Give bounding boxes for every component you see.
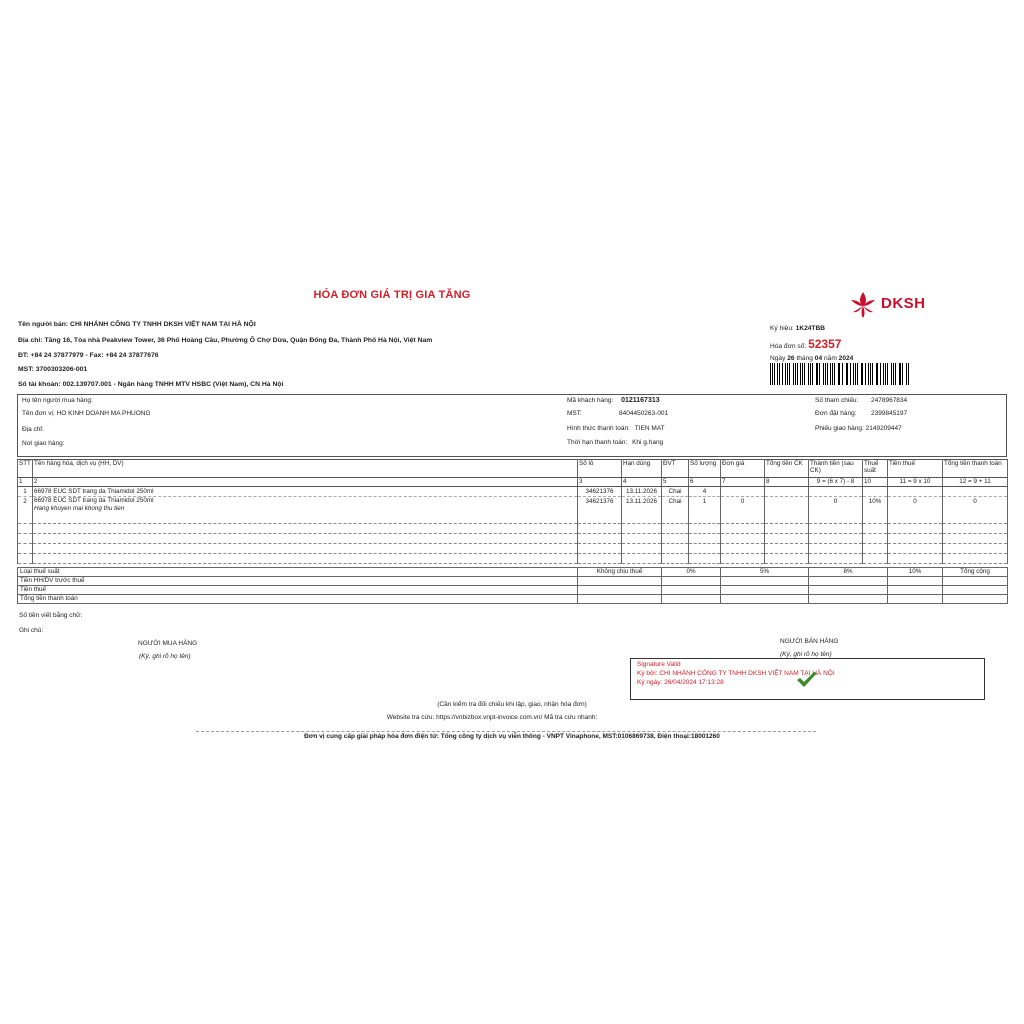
empty-cell: [689, 524, 721, 534]
row-total: 0: [943, 497, 1008, 515]
checkmark-icon: [796, 671, 818, 689]
empty-cell: [888, 534, 943, 544]
dksh-flower-icon: [848, 290, 878, 320]
index-cell: 10: [863, 478, 888, 487]
barcode-bar: [872, 363, 873, 385]
tax-row-type: [18, 568, 1008, 577]
tax-label: Tiền HH/DV trước thuế: [18, 577, 578, 586]
barcode-bar: [902, 363, 903, 385]
empty-cell: [888, 544, 943, 554]
tax-cell: [943, 577, 1008, 586]
empty-cell: [662, 544, 689, 554]
tax-cell: [888, 586, 943, 595]
index-cell: 5: [662, 478, 689, 487]
row-stt: 2: [18, 497, 33, 515]
empty-cell: [18, 544, 33, 554]
tax-cell: [809, 586, 888, 595]
empty-cell: [765, 544, 809, 554]
empty-cell: [622, 514, 662, 524]
empty-cell: [809, 524, 863, 534]
customer-code-value: 0121167313: [621, 397, 660, 404]
barcode-bar: [819, 363, 820, 385]
invoice-symbol-label: Ký hiệu:: [770, 325, 794, 332]
empty-cell: [943, 544, 1008, 554]
row-discount: [765, 487, 809, 497]
buyer-unit-label: Tên đơn vị:: [22, 410, 55, 417]
seller-name-value: CHI NHÁNH CÔNG TY TNHH DKSH VIỆT NAM TẠI HÀ NỘI: [70, 321, 256, 328]
empty-cell: [662, 554, 689, 564]
footer-provider: Đơn vị cung cấp giải pháp hóa đơn điện tử: Tổng công ty dịch vụ viễn thông - VNPT Vinaphone, MST:0106869738, Điện thoại:18001260: [304, 733, 720, 740]
invoice-number: [770, 337, 841, 351]
payment-term: [567, 439, 663, 446]
barcode-bar: [789, 363, 790, 385]
tax-cell: [578, 577, 662, 586]
empty-cell: [863, 544, 888, 554]
row-unit: Chai: [662, 487, 689, 497]
empty-cell: [662, 524, 689, 534]
seller-name: [18, 321, 256, 328]
index-cell: 8: [765, 478, 809, 487]
empty-cell: [33, 514, 578, 524]
row-total: [943, 487, 1008, 497]
ref-value: 2478967834: [871, 397, 908, 404]
empty-cell: [662, 514, 689, 524]
row-price: [721, 487, 765, 497]
tax-cell: [888, 577, 943, 586]
invoice-symbol-value: 1K24TBB: [795, 325, 825, 332]
empty-cell: [863, 514, 888, 524]
empty-cell: [809, 554, 863, 564]
date-prefix: Ngày: [770, 355, 786, 362]
seller-account-value: 002.139707.001 - Ngân hàng TNHH MTV HSBC (Việt Nam), CN Hà Nội: [62, 381, 284, 388]
header-unit: ĐVT: [662, 460, 689, 478]
ref-label: Số tham chiếu:: [815, 397, 859, 404]
seller-phone-label: ĐT:: [18, 352, 29, 359]
empty-cell: [578, 544, 622, 554]
tax-cell: [578, 595, 662, 604]
empty-cell: [18, 554, 33, 564]
index-cell: 3: [578, 478, 622, 487]
row-price: 0: [721, 497, 765, 515]
tax-cell: [721, 586, 809, 595]
index-cell: 6: [689, 478, 721, 487]
empty-cell: [863, 554, 888, 564]
header-total: Tổng tiền thanh toán: [943, 460, 1008, 478]
seller-tax-label: MST:: [18, 366, 34, 373]
buyer-address-label: Địa chỉ:: [22, 426, 44, 433]
empty-cell: [721, 514, 765, 524]
payment-value: TIEN MAT: [634, 425, 665, 432]
invoice-title: HÓA ĐƠN GIÁ TRỊ GIA TĂNG: [313, 289, 471, 301]
tax-cell: [578, 586, 662, 595]
barcode-bar: [877, 363, 878, 385]
barcode-bar: [839, 363, 840, 385]
note-label: Ghi chú:: [19, 627, 44, 634]
empty-row: [18, 544, 1008, 554]
empty-cell: [765, 524, 809, 534]
barcode-bar: [804, 363, 805, 385]
barcode: [770, 363, 910, 385]
invoice-date: [770, 355, 853, 362]
barcode-bar: [770, 363, 771, 385]
empty-cell: [863, 524, 888, 534]
barcode-bar: [777, 363, 778, 385]
barcode-bar: [830, 363, 831, 385]
delivery-slip-label: Phiếu giao hàng:: [815, 425, 864, 432]
tax-col: 10%: [888, 568, 943, 577]
seller-tax: [18, 366, 87, 373]
buyer-sign-title: NGƯỜI MUA HÀNG: [138, 640, 198, 647]
empty-cell: [622, 524, 662, 534]
empty-cell: [863, 534, 888, 544]
row-rate: 10%: [863, 497, 888, 515]
empty-cell: [622, 554, 662, 564]
empty-cell: [888, 524, 943, 534]
header-name: Tên hàng hóa, dịch vụ (HH, DV): [33, 460, 578, 478]
index-cell: 12 = 9 + 11: [943, 478, 1008, 487]
buyer-name-label: Họ tên người mua hàng:: [22, 397, 93, 404]
seller-address: [18, 337, 432, 344]
index-cell: 4: [622, 478, 662, 487]
empty-cell: [721, 544, 765, 554]
footer-check-note: (Cần kiểm tra đối chiếu khi lập, giao, nhận hóa đơn): [437, 701, 587, 708]
empty-cell: [18, 524, 33, 534]
delivery-slip-value: 2149209447: [865, 425, 902, 432]
empty-cell: [689, 554, 721, 564]
tax-cell: [662, 577, 721, 586]
empty-cell: [578, 554, 622, 564]
header-tax: Tiền thuế: [888, 460, 943, 478]
header-lot: Số lô: [578, 460, 622, 478]
date-year-label: năm: [823, 355, 837, 362]
empty-cell: [888, 514, 943, 524]
index-cell: 9 = (6 x 7) - 8: [809, 478, 863, 487]
buyer-tax-label: MST:: [567, 410, 582, 417]
order-label: Đơn đặt hàng:: [815, 410, 857, 417]
seller-account: [18, 381, 283, 388]
barcode-bar: [838, 363, 839, 385]
tax-label: Tổng tiền thanh toán: [18, 595, 578, 604]
customer-code: [567, 397, 660, 404]
tax-row-pretax: [18, 577, 1008, 586]
footer-website: Website tra cứu: https://vnbizbox.vnpt-invoice.com.vn/ Mã tra cứu nhanh:: [386, 714, 598, 721]
empty-cell: [809, 514, 863, 524]
items-table: [17, 459, 1008, 564]
seller-tax-value: 3700303206-001: [35, 366, 88, 373]
row-discount: [765, 497, 809, 515]
tax-cell: [888, 595, 943, 604]
table-row: [18, 487, 1008, 497]
empty-row: [18, 524, 1008, 534]
tax-label: Loại thuế suất: [18, 568, 578, 577]
barcode-bar: [823, 363, 824, 385]
empty-cell: [943, 514, 1008, 524]
row-rate: [863, 487, 888, 497]
tax-col: 0%: [662, 568, 721, 577]
index-cell: 11 = 9 x 10: [888, 478, 943, 487]
seller-account-label: Số tài khoản:: [18, 381, 61, 388]
empty-cell: [689, 534, 721, 544]
seller-sign-title: NGƯỜI BÁN HÀNG: [780, 638, 839, 645]
barcode-bar: [887, 363, 888, 385]
tax-cell: [809, 577, 888, 586]
empty-cell: [578, 534, 622, 544]
header-discount: Tổng tiền CK: [765, 460, 809, 478]
barcode-bar: [793, 363, 794, 385]
empty-cell: [33, 554, 578, 564]
row-stt: 1: [18, 487, 33, 497]
signature-status: Signature Valid: [637, 661, 681, 668]
row-tax: 0: [888, 497, 943, 515]
header-price: Đơn giá: [721, 460, 765, 478]
barcode-bar: [861, 363, 862, 385]
empty-cell: [689, 514, 721, 524]
empty-cell: [721, 534, 765, 544]
header-amount: Thành tiền (sau CK): [809, 460, 863, 478]
delivery-slip: [815, 425, 902, 432]
tax-row-total: [18, 595, 1008, 604]
row-tax: [888, 487, 943, 497]
header-qty: Số lượng: [689, 460, 721, 478]
row-expiry: 13.11.2026: [622, 497, 662, 515]
seller-address-label: Địa chỉ:: [18, 337, 43, 344]
row-qty: 4: [689, 487, 721, 497]
barcode-bar: [800, 363, 801, 385]
footer-divider: [196, 731, 816, 732]
row-expiry: 13.11.2026: [622, 487, 662, 497]
payment-term-value: Khi g.hang: [632, 439, 664, 446]
buyer-delivery-label: Nơi giao hàng:: [22, 440, 65, 447]
index-cell: 2: [33, 478, 578, 487]
empty-cell: [18, 534, 33, 544]
empty-cell: [943, 534, 1008, 544]
row-amount: [809, 487, 863, 497]
tax-col: Không chịu thuế: [578, 568, 662, 577]
row-name-cell: [33, 497, 578, 515]
seller-sign-hint: (Ký, ghi rõ họ tên): [780, 651, 832, 658]
empty-row: [18, 514, 1008, 524]
barcode-bar: [865, 363, 866, 385]
empty-rows: [18, 514, 1008, 564]
empty-row: [18, 554, 1008, 564]
order-value: 2399845197: [871, 410, 908, 417]
header-stt: STT: [18, 460, 33, 478]
tax-cell: [943, 595, 1008, 604]
buyer-info-box: [17, 394, 1007, 457]
tax-cell: [809, 595, 888, 604]
empty-cell: [578, 524, 622, 534]
row-note: Hang khuyen mai khong thu tien: [34, 505, 125, 512]
barcode-bar: [847, 363, 848, 385]
empty-cell: [943, 554, 1008, 564]
seller-name-label: Tên người bán:: [18, 321, 69, 328]
barcode-bar: [853, 363, 854, 385]
barcode-bar: [782, 363, 783, 385]
tax-col: 8%: [809, 568, 888, 577]
barcode-bar: [885, 363, 886, 385]
buyer-unit-value: HO KINH DOANH MA PHUONG: [56, 410, 151, 417]
empty-cell: [18, 514, 33, 524]
table-row: [18, 497, 1008, 515]
tax-col: 5%: [721, 568, 809, 577]
amount-in-words-label: Số tiền viết bằng chữ:: [19, 612, 83, 619]
empty-cell: [622, 544, 662, 554]
signature-date: [637, 679, 724, 686]
signer-label: Ký bởi:: [637, 670, 658, 677]
payment-term-label: Thời hạn thanh toán:: [567, 439, 628, 446]
empty-cell: [689, 544, 721, 554]
empty-cell: [809, 534, 863, 544]
row-name: 66978 EUC SDT trang da Thiamidol 250ml: [34, 497, 154, 504]
table-header-row: [18, 460, 1008, 478]
row-qty: 1: [689, 497, 721, 515]
customer-code-label: Mã khách hàng:: [567, 397, 614, 404]
row-unit: Chai: [662, 497, 689, 515]
sign-date-value: 26/04/2024 17:13:28: [664, 679, 724, 686]
empty-cell: [578, 514, 622, 524]
empty-row: [18, 534, 1008, 544]
row-lot: 34621376: [578, 497, 622, 515]
buyer-tax-value: 8404450263-001: [619, 410, 669, 417]
table-index-row: [18, 478, 1008, 487]
seller-phone: [18, 352, 159, 359]
invoice-number-label: Hóa đơn số:: [770, 343, 807, 350]
empty-cell: [33, 534, 578, 544]
tax-summary-table: [17, 567, 1008, 604]
empty-cell: [622, 534, 662, 544]
empty-cell: [765, 514, 809, 524]
header-expiry: Hạn dùng: [622, 460, 662, 478]
invoice-symbol: [770, 325, 825, 332]
empty-cell: [721, 524, 765, 534]
date-day: 26: [787, 355, 795, 362]
tax-label: Tiền thuế: [18, 586, 578, 595]
seller-phone-value: +84 24 37877979 - Fax: +84 24 37877676: [30, 352, 159, 359]
tax-cell: [662, 586, 721, 595]
header-rate: Thuế suất: [863, 460, 888, 478]
row-amount: 0: [809, 497, 863, 515]
empty-cell: [33, 544, 578, 554]
row-name: 66978 EUC SDT trang da Thiamidol 250ml: [33, 487, 578, 497]
tax-cell: [721, 595, 809, 604]
barcode-bar: [895, 363, 896, 385]
empty-cell: [809, 544, 863, 554]
index-cell: 7: [721, 478, 765, 487]
buyer-sign-hint: (Ký, ghi rõ họ tên): [139, 653, 191, 660]
logo-text: DKSH: [881, 295, 926, 312]
empty-cell: [888, 554, 943, 564]
payment-label: Hình thức thanh toán:: [567, 425, 630, 432]
tax-row-tax: [18, 586, 1008, 595]
empty-cell: [765, 534, 809, 544]
barcode-bar: [812, 363, 813, 385]
seller-address-value: Tầng 16, Tòa nhà Peakview Tower, 36 Phố Hoàng Cầu, Phường Ô Chợ Dừa, Quận Đống Đa, Thành Phố Hà Nội, Việt Nam: [44, 337, 433, 344]
date-month: 04: [814, 355, 823, 362]
index-cell: 1: [18, 478, 33, 487]
row-lot: 34621376: [578, 487, 622, 497]
tax-cell: [943, 586, 1008, 595]
sign-date-label: Ký ngày:: [637, 679, 663, 686]
dksh-logo: [848, 290, 940, 320]
invoice-number-value: 52357: [808, 337, 842, 351]
empty-cell: [662, 534, 689, 544]
barcode-bar: [906, 363, 907, 385]
empty-cell: [721, 554, 765, 564]
date-year: 2024: [838, 355, 854, 362]
digital-signature-box[interactable]: [630, 658, 985, 700]
empty-cell: [943, 524, 1008, 534]
payment-method: [567, 425, 665, 432]
tax-cell: [662, 595, 721, 604]
buyer-unit: [22, 410, 151, 417]
empty-cell: [765, 554, 809, 564]
empty-cell: [33, 524, 578, 534]
signer-value: CHI NHÁNH CÔNG TY TNHH DKSH VIỆT NAM TẠI HÀ NỘI: [659, 670, 835, 677]
tax-col: Tổng cộng: [943, 568, 1008, 577]
date-month-label: tháng: [796, 355, 813, 362]
tax-cell: [721, 577, 809, 586]
